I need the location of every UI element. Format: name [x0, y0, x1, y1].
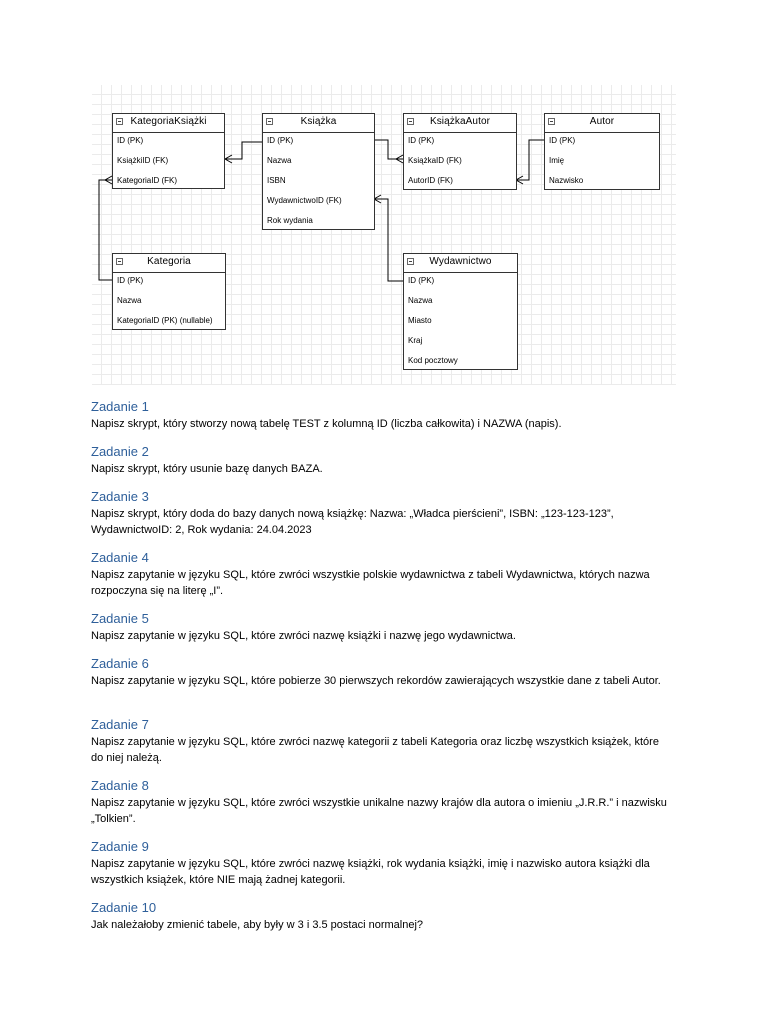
- task-text: Napisz skrypt, który doda do bazy danych nową książkę: Nazwa: „Władca pierścieni”, ISBN: „123-123-123”, WydawnictwoID: 2, Rok wydania: 24.04.2023: [91, 508, 614, 536]
- entity-title: Wydawnictwo: [429, 256, 492, 267]
- task-4: [91, 550, 691, 599]
- entity-kategoria: [112, 253, 226, 330]
- entity-field: Nazwa: [408, 296, 433, 305]
- link-kategoriaksiazki-ksiazka: [225, 142, 262, 159]
- task-heading: Zadanie 4: [91, 550, 149, 565]
- task-6: [91, 656, 691, 689]
- entity-field: ID (PK): [549, 136, 576, 145]
- link-ksiazka-wydawnictwo: [374, 199, 403, 281]
- entity-field: KsiążkaID (FK): [408, 156, 462, 165]
- task-text: Napisz zapytanie w języku SQL, które zwróci nazwę kategorii z tabeli Kategoria oraz liczbę wszystkich książek, które do niej należą.: [91, 736, 659, 764]
- entity-field: Nazwisko: [549, 176, 584, 185]
- entity-header: [113, 114, 224, 133]
- entity-field: ID (PK): [267, 136, 294, 145]
- task-heading: Zadanie 7: [91, 717, 149, 732]
- entity-field: Nazwa: [267, 156, 292, 165]
- task-text: Napisz zapytanie w języku SQL, które zwróci nazwę książki i nazwę jego wydawnictwa.: [91, 630, 516, 642]
- entity-field: Miasto: [408, 316, 432, 325]
- entity-kategoria-ksiazki: [112, 113, 225, 189]
- entity-field: ID (PK): [408, 276, 435, 285]
- entity-field: KategoriaID (PK) (nullable): [117, 316, 213, 325]
- task-3: [91, 489, 691, 538]
- entity-title: Autor: [589, 116, 615, 127]
- task-1: [91, 399, 691, 432]
- task-2: [91, 444, 691, 477]
- task-text: Jak należałoby zmienić tabele, aby były w 3 i 3.5 postaci normalnej?: [91, 919, 424, 931]
- entity-field: Nazwa: [117, 296, 142, 305]
- entity-field: Imię: [549, 156, 565, 165]
- entity-title: KategoriaKsiążki: [130, 116, 207, 127]
- entity-field: Kraj: [408, 336, 423, 345]
- link-ksiazkaautor-autor: [516, 140, 544, 180]
- task-heading: Zadanie 10: [91, 900, 157, 915]
- task-text: Napisz zapytanie w języku SQL, które zwróci nazwę książki, rok wydania książki, imię i nazwisko autora książki dla wszystkich książek, które NIE mają żadnej kategorii.: [91, 858, 650, 886]
- entity-field: ID (PK): [117, 276, 144, 285]
- link-ksiazka-ksiazkaautor: [374, 140, 403, 159]
- task-text: Napisz skrypt, który usunie bazę danych BAZA.: [91, 463, 323, 475]
- entity-title: Kategoria: [147, 256, 191, 267]
- entity-field: Kod pocztowy: [408, 356, 458, 365]
- entity-title: KsiążkaAutor: [429, 116, 491, 127]
- entity-field: ISBN: [267, 176, 286, 185]
- task-9: [91, 839, 691, 888]
- entity-ksiazka: [262, 113, 375, 230]
- er-diagram: [92, 85, 676, 385]
- entity-field: ID (PK): [408, 136, 435, 145]
- entity-header: [113, 254, 225, 273]
- entity-autor: [544, 113, 660, 190]
- entity-title: Książka: [300, 116, 337, 127]
- link-kategoriaksiazki-kategoria: [99, 180, 112, 280]
- entity-header: [404, 254, 517, 273]
- entity-header: [263, 114, 374, 133]
- entity-field: ID (PK): [117, 136, 144, 145]
- task-8: [91, 778, 691, 827]
- task-heading: Zadanie 3: [91, 489, 149, 504]
- task-text: Napisz zapytanie w języku SQL, które zwróci wszystkie unikalne nazwy krajów dla autora o imieniu „J.R.R.” i nazwisku „Tolkien”.: [91, 797, 667, 825]
- task-heading: Zadanie 1: [91, 399, 149, 414]
- task-10: [91, 900, 691, 933]
- task-heading: Zadanie 9: [91, 839, 149, 854]
- task-text: Napisz skrypt, który stworzy nową tabelę TEST z kolumną ID (liczba całkowita) i NAZWA (napis).: [91, 418, 562, 430]
- task-heading: Zadanie 8: [91, 778, 149, 793]
- entity-header: [404, 114, 516, 133]
- entity-field: WydawnictwoID (FK): [267, 196, 342, 205]
- task-heading: Zadanie 5: [91, 611, 149, 626]
- entity-field: AutorID (FK): [408, 176, 453, 185]
- entity-field: KsiążkiID (FK): [117, 156, 169, 165]
- task-text: Napisz zapytanie w języku SQL, które zwróci wszystkie polskie wydawnictwa z tabeli Wydawnictwa, których nazwa rozpoczyna się na literę „I”.: [91, 569, 650, 597]
- entity-ksiazka-autor: [403, 113, 517, 190]
- entity-field: Rok wydania: [267, 216, 313, 225]
- entity-field: KategoriaID (FK): [117, 176, 178, 185]
- task-heading: Zadanie 6: [91, 656, 149, 671]
- entity-header: [545, 114, 659, 133]
- entity-wydawnictwo: [403, 253, 518, 370]
- task-7: [91, 717, 691, 766]
- task-text: Napisz zapytanie w języku SQL, które pobierze 30 pierwszych rekordów zawierających wszystkie dane z tabeli Autor.: [91, 675, 661, 687]
- task-5: [91, 611, 691, 644]
- task-heading: Zadanie 2: [91, 444, 149, 459]
